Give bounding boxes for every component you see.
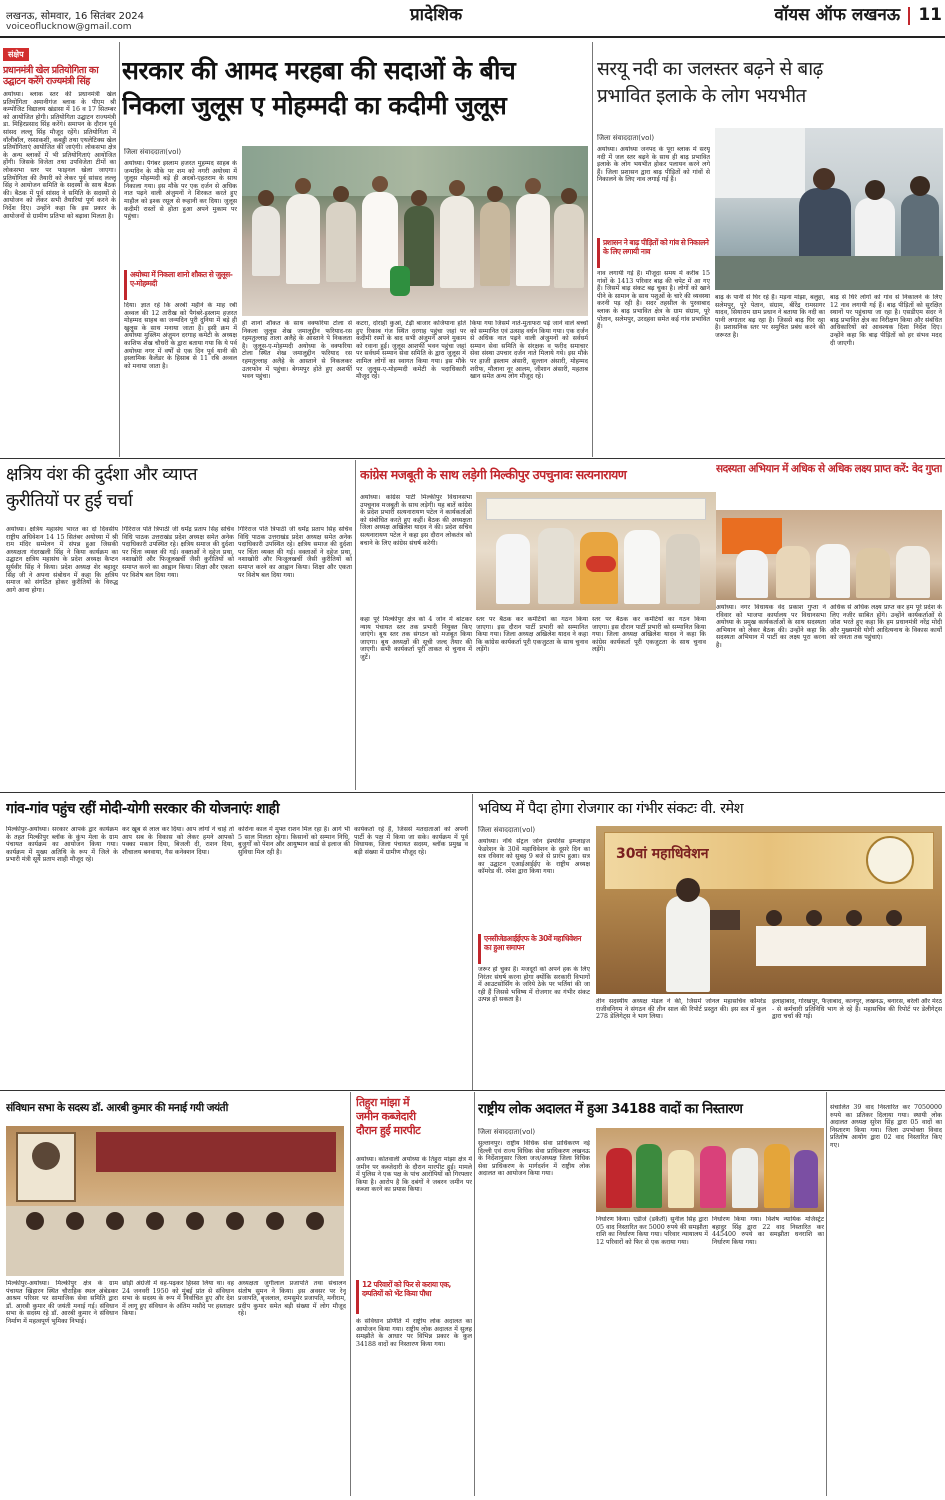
shahi-body-4: कार्यकर्ता रहे हैं, जिससे मतदाताओं को अपनी पार्टी के पक्ष में किया जा सके। कार्यक्रम में पूर्व विधायक, जिला पंचायत सदस्य, ब्लॉक प्रमुख व बड़ी संख्या में ग्रामीण मौजूद रहे। xyxy=(354,826,468,856)
shahi-body-3: कोरोना काल में मुफ्त राशन मिल रहा है। आगे भी 5 साल मिलता रहेगा। किसानों को सम्मान निधि, बुजुर्गों को पेंशन और आयुष्मान कार्ड से इलाज की सुविधा मिल रही है। xyxy=(238,826,350,856)
arbi-headline: संविधान सभा के सदस्य डॉ. आरबी कुमार की मनाई गयी जयंती xyxy=(6,1102,228,1114)
congress-body-1: अयोध्या। कांग्रेस पार्टी मिल्कीपुर विधानसभा उपचुनाव मजबूती के साथ लड़ेगी। यह बातें कांग्रेस के प्रदेश प्रभारी सत्यनारायण पटेल ने कार्यकर्ताओं को संबोधित करते हुए कहीं। बैठक की अध्यक्षता जिला अध्यक्ष अखिलेश यादव ने की। प्रदेश सचिव सत्यनारायण पटेल ने कहा इस दौरान लोकतंत्र को बचाने के लिए कांग्रेस संघर्ष करेगी। xyxy=(360,494,472,547)
tihura-body-2: के संविधान प्रणिति में राष्ट्रीय लोक अदालत का आयोजन किया गया। राष्ट्रीय लोक अदालत में सुलह समझौते के आधार पर विभिन्न प्रकार के कुल 34188 वादों का निस्तारण किया गया। xyxy=(356,1318,472,1348)
shahi-headline: गांव-गांव पहुंच रहीं मोदी-योगी सरकार की योजनाएंः शाही xyxy=(6,801,280,817)
saryu-body-2: नाव लगायी गई है। मौजूदा समय में करीब 15 गांवों के 1413 परिवार बाढ़ की चपेट में आ गए हैं। जिसमें बाढ़ संकट बढ़ चुका है। लोगों को खाने पीने के सामान के साथ पशुओं के चारे की व्यवस्था करनी पड़ रही है। सदर तहसील के पुरवाबाद ब्लाक के बाढ़ प्रभावित क्षेत्र के ग्राम संग्राम, पूरे पोतान, सलेमपुर, उरदहवा समेत कई गांव प्रभावित हैं। xyxy=(597,270,710,331)
rojgar-body-1: अयोध्या। नॉर्थ सेंट्रल जोन इंश्योरेंस इम्प्लाइज फेडरेशन के 30वें महाधिवेशन के दूसरे दिन का सत्र रविवार को सुबह 9 बजे से प्रारंभ हुआ। सत्र का उद्घाटन एआईआईईए के राष्ट्रीय अध्यक्ष कॉमरेड वी. रमेश द्वारा किया गया। xyxy=(478,838,590,876)
rojgar-headline: भविष्य में पैदा होगा रोजगार का गंभीर संकटः वी. रमेश xyxy=(478,801,744,817)
saryu-body-1: अयोध्या। अयोध्या जनपद के पूरा ब्लाक में सरयू नदी में जल स्तर बढ़ने के साथ ही बाढ़ प्रभावित इलाके के लोग भयभीत होकर पलायन करने लगे हैं। जिला प्रशासन द्वारा बाढ़ पीड़ितों को गांवों से निकालने के लिए नाव लगाई गई है। xyxy=(597,146,710,184)
juloos-body-4: कटरा, दोराही कुआं, टेढ़ी बाजार कजियाना होते हुए रिकाब गंज स्थित दरगाह पहुंचा जहां पर कदीमी रस्मों के बाद सभी अंजुमनें अपने मुकाम को रवाना हुईं। जुलूस आशर्फी भवन पहुंचा जहां पर सर्वधर्म सम्मान सेवा समिति के द्वारा जुलूस में शामिल लोगों का स्वागत किया गया। इस मौके पर जुलूस-ए-मोहम्मदी कमेटी के पदाधिकारी मौजूद रहे। xyxy=(356,320,466,381)
juloos-byline: जिला संवाददाता(vol) xyxy=(124,148,182,156)
lokadalat-body-1: सुल्तानपुर। राष्ट्रीय विधिक सेवा प्राधिकरण नई दिल्ली एवं राज्य विधिक सेवा प्राधिकरण लखनऊ के निर्देशानुसार जिला जज/अध्यक्ष जिला विधिक सेवा प्राधिकरण के मार्गदर्शन में राष्ट्रीय लोक अदालत का आयोजन किया गया। xyxy=(478,1140,590,1178)
saryu-body-3: बाढ़ के पानी से घिर रहे हैं। मड़ना मांझा, बलुहा, सलेमपुर, पूरे पेतान, संग्राम, बीरेंद्र रामसागर यादव, सियाराम ग्राम प्रधान ने बताया कि नदी का पानी लगातार बढ़ रहा है। जिससे बाढ़ घिर रहा है। प्रशासनिक स्तर पर समुचित प्रबंध करने की जरूरत है। xyxy=(715,294,825,339)
juloos-body-5: किया गया जिसमें नाते-मुताफरा पढ़े जाने वाले बच्चों को सम्मानित एवं उत्साह वर्धन किया गया। एक दर्जन से अधिक नात पढ़ने वाली अंजुमनों को सर्वधर्म सम्मान सेवा समिति के संरक्षक व फरीद समाचार सेवा संस्था उपचार दर्जन नाते मिलाये गये। इस मौके पर हाजी इस्लाम अंसारी, सुल्तान अंसारी, मोहम्मद शरीफ, मौलाना नूर आलम, जीशान अंसारी, महताब खान समेत अन्य लोग मौजूद रहे। xyxy=(470,320,588,381)
paper-name: वॉयस ऑफ लखनऊ 11 xyxy=(774,5,942,25)
congress-body-3: स्तर पर बैठक कर कमेटियों का गठन किया जाएगा। इस दौरान पार्टी प्रभारी को सम्मानित किया गया। जिला अध्यक्ष अखिलेश यादव ने कहा कि कांग्रेस कार्यकर्ता पूरी एकजुटता के साथ चुनाव लड़ेंगे। xyxy=(476,616,588,654)
email: voiceoflucknow@gmail.com xyxy=(6,22,132,32)
sadasyata-headline: सदस्यता अभियान में अधिक से अधिक लक्ष्य प्राप्त करें: वेद गुप्ता xyxy=(716,463,942,475)
arbi-body-3: अध्यक्षता जुगीलाल प्रजापति तथा संचालन संतोष सुमन ने किया। इस अवसर पर रेनू प्रजापति, बृजलाल, रामसुमेर प्रजापति, मनीराम, प्रदीप कुमार समेत बड़ी संख्या में लोग मौजूद रहे। xyxy=(238,1280,346,1318)
arbi-body-2: छोड़ी अंग्रेजी में वह-पढ़कर हिस्सा लिया था। वह 24 जनवरी 1950 को मुंबई प्रांत से संविधान सभा के सदस्य के रूप में निर्वाचित हुए और देश में लागू हुए संविधान के अंतिम मसौदे पर हस्ताक्षर किया। xyxy=(122,1280,234,1318)
lokadalat-body-4: संचालित 39 वाद निस्तारित कर 7050000 रुपये का प्रतिकर दिलाया गया। स्थायी लोक अदालत अध्यक्ष सुरेश सिंह द्वारा 05 वादों का निस्तारण किया गया। जिला उपभोक्ता विवाद प्रतितोष आयोग द्वारा 02 वाद निस्तारित किए गए। xyxy=(830,1104,942,1149)
saryu-body-4: बाढ़ से घिरे लोगों को गांव से निकालने के लिए 12 नाव लगायी गई हैं। बाढ़ पीड़ितों को सुरक्षित स्थानों पर पहुंचाया जा रहा है। एसडीएम सदर ने बाढ़ प्रभावित क्षेत्र का निरीक्षण किया और संबंधित अधिकारियों को आवश्यक दिशा निर्देश दिए। उन्होंने कहा कि बाढ़ पीड़ितों को हर संभव मदद दी जाएगी। xyxy=(830,294,942,347)
kshatriya-body-1: अयोध्या। क्षत्रिय महासंघ भारत का दो दिवसीय राष्ट्रीय अधिवेशन 14 15 सितंबर अयोध्या में श्री राम मंदिर सम्मेलन में संपन्न हुआ जिसकी अध्यक्षता गंदरखली सिंह ने किया कार्यक्रम का उद्घाटन क्षत्रिय महासंघ के प्रदेश अध्यक्ष कैप्टन सूर्यवीर सिंह ने किया। प्रदेश अध्यक्ष शेर बहादुर सिंह जी ने अपना संबोधन में कहा कि क्षत्रिय समाज को संगठित होकर कुरीतियों के विरुद्ध आगे आना होगा। xyxy=(6,526,118,594)
kshatriya-body-2: गिरिराज पति त्रिपाठी जी धर्मेंद्र प्रताप सिंह सचिव विधि पाठक उत्तराखंड प्रदेश अध्यक्ष समेत अनेक पदाधिकारी उपस्थित रहे। क्षत्रिय समाज की दुर्दशा पर चिंता व्यक्त की गई। वक्ताओं ने दहेज प्रथा, नशाखोरी और फिजूलखर्ची जैसी कुरीतियों को समाप्त करने का आह्वान किया। शिक्षा और एकता पर विशेष बल दिया गया। xyxy=(122,526,234,579)
lokadalat-couples-photo xyxy=(596,1128,824,1212)
sadasyata-meeting-photo xyxy=(716,510,942,600)
rojgar-body-4: इलाहाबाद, गोरखपुर, फैज़ाबाद, कानपुर, लखनऊ, बनारस, बरेली और मेरठ - से कर्मचारी प्रतिनिधि भाग ले रहे हैं। महासचिव की रिपोर्ट पर डेलीगेट्स द्वारा चर्चा की गई। xyxy=(772,998,942,1021)
rojgar-byline: जिला संवाददाता(vol) xyxy=(478,826,536,834)
tihura-callout: 12 परिवारों को फिर से कराया एक, दम्पतियों को भेंट किया पौधा xyxy=(356,1280,472,1314)
juloos-body-3: ही शानो शौकत के साथ वक्फरिया टोला से निकला जुलूस शेख जमालुद्दीन फरियाद-रस रहमतुल्लाह ताला अलैहे के आस्ताने पे निकलता है। जुलूस-ए-मोहम्मदी अयोध्या के वक्फरिया टोला स्थित शेख जमालुद्दीन फरियाद रस रहमतुल्लाह अलैहे के आस्ताने से निकलकर उतरफोन में पहुंचा। बेगमपुर होते हुए अशर्फी भवन पहुंचा। xyxy=(242,320,352,381)
lokadalat-byline: जिला संवाददाता(vol) xyxy=(478,1128,536,1136)
brief-body: अयोध्या। ब्लाक स्तर की प्रधानमंत्री खेल प्रतियोगिता अमानीगंज ब्लाक के पीएम श्री कम्पोजिट विद्यालय खंडासा में 16 व 17 सितम्बर को आयोजित होगी। प्रतियोगिता उद्घाटन राज्यमंत्री डा. मिहिरप्रसाद सिंह करेंगे। समापन के दौरान पूर्व सांसद लल्लू सिंह मौजूद रहेंगे। प्रतियोगिता में वॉलीबॉल, रस्साकशी, कबड्डी तथा एथलेटिक्स खेल प्रतियोगिताएं आयोजित की जाएंगी। लोकसभा क्षेत्र के अन्य ब्लाकों में भी प्रतियोगिताएं आयोजित होंगी। जिसके विजेता तथा उपविजेता टीमों का लोकसभा स्तर पर फाइनल खेला जाएगा। प्रतियोगिता की तैयारी को लेकर पूर्व सांसद लल्लू सिंह ने आयोजन समिति के सदस्यों के साथ बैठक की। बैठक में पूर्व सांसद ने समिति के सदस्यों से आयोजन को लेकर सभी तैयारियां पूर्ण करने के निर्देश दिए। उन्होंने कहा कि इस प्रकार के आयोजनों से ग्रामीण प्रतिभा को बढ़ावा मिलता है। xyxy=(3,91,116,220)
brief-label: संक्षेप xyxy=(3,48,29,61)
saryu-flood-photo xyxy=(715,128,943,290)
rojgar-body-3: तीन सदस्यीय अध्यक्ष मंडल ने की, जिसमें जोनल महासचिव कॉमरेड राजीवनिगम ने संगठन की तीन साल की रिपोर्ट प्रस्तुत की। इस सत्र में कुल 278 डेलिगेट्स ने भाग लिया। xyxy=(596,998,766,1021)
juloos-body-2: दिया। ज्ञात रहे कि अरबी महीने के माह रबी अव्वल की 12 तारीख को पैगंबरे-इस्लाम हजरत मोहम्मद साहब का जन्मदिन पूरी दुनिया में बड़े ही खुलूस के साथ मनाया जाता है। इसी क्रम में अयोध्या मुस्लिम अंजुमन दरगाह कमेटी के अध्यक्ष काशिफ शेख चौधरी के द्वारा बताया गया कि ये पर्व अयोध्या नगर में वर्षों से एक दिन पूर्व यानी की इस्लामिक कैलेंडर के हिसाब से 11 रबि अव्वल को मनाया जाता है। xyxy=(124,302,237,370)
rojgar-body-2: जरूर हो चुका है। मजदूरों को अपने हक के लिए निरंतर संघर्ष करना होगा क्योंकि सरकारी विभागों में आउटसोर्सिंग के जरिये ठेके पर भर्तियां की जा रही हैं जिससे भविष्य में रोजगार का गंभीर संकट उत्पन्न हो सकता है। xyxy=(478,966,590,1004)
arbi-event-photo xyxy=(6,1126,344,1276)
congress-meeting-photo xyxy=(476,492,716,610)
dateline: लखनऊ, सोमवार, 16 सितंबर 2024 xyxy=(6,11,145,22)
rojgar-callout: एनसीजेडआईईएफ के 30वें महाधिवेशन का हुआ समापन xyxy=(478,934,590,964)
saryu-headline: सरयू नदी का जलस्तर बढ़ने से बाढ़ प्रभावित इलाके के लोग भयभीत xyxy=(597,58,823,107)
tihura-body-1: अयोध्या। कोतवाली अयोध्या के तिहुरा मांझा क्षेत्र में जमीन पर कब्जेदारी के दौरान मारपीट हुई। मामले में पुलिस ने एक पक्ष के पांच आरोपियों को गिरफ्तार किया है। आरोप है कि दबंगों ने जबरन जमीन पर कब्जा करने का प्रयास किया। xyxy=(356,1156,472,1194)
juloos-callout: अयोध्या में निकला शानो शौकत से जुलूस-ए-मोहम्मदी xyxy=(124,270,237,300)
sadasyata-body-1: अयोध्या। नगर विधायक वेद प्रकाश गुप्ता ने रविवार को भाजपा कार्यालय पर विधानसभा अयोध्या के प्रमुख कार्यकर्ताओं के साथ सदस्यता अभियान को लेकर बैठक की। उन्होंने कहा कि सदस्यता अभियान में पार्टी का लक्ष्य पूरा करना है। xyxy=(716,604,826,649)
saryu-callout: प्रशासन ने बाढ़ पीड़ितों को गांव से निकालने के लिए लगायी नाव xyxy=(597,238,710,268)
congress-body-3b: स्तर पर बैठक कर कमेटियों का गठन किया जाएगा। इस दौरान पार्टी प्रभारी को सम्मानित किया गया। जिला अध्यक्ष अखिलेश यादव ने कहा कि कांग्रेस कार्यकर्ता पूरी एकजुटता के साथ चुनाव लड़ेंगे। xyxy=(592,616,706,654)
tihura-headline: तिहुरा मांझा में जमीन कब्जेदारी दौरान हुई मारपीट xyxy=(356,1096,421,1137)
lokadalat-headline: राष्ट्रीय लोक अदालत में हुआ 34188 वादों का निस्तारण xyxy=(478,1101,743,1117)
section-label: प्रादेशिक xyxy=(410,5,463,25)
page-number: 11 xyxy=(918,5,942,25)
rojgar-convention-photo xyxy=(596,826,942,994)
lokadalat-body-2: निर्धारण किया। एडीजे (डकैती) सुनील सिंह द्वारा 05 वाद निस्तारित कर 5000 रुपये की समझौता राशि का निर्धारण किया गया। परिवार न्यायालय में 12 परिवारों को फिर से एक कराया गया। xyxy=(596,1216,708,1246)
kshatriya-headline: क्षत्रिय वंश की दुर्दशा और व्याप्त कुरीतियों पर हुई चर्चा xyxy=(6,465,197,511)
juloos-headline: सरकार की आमद मरहबा की सदाओं के बीच निकला जुलूस ए मोहम्मदी का कदीमी जुलूस xyxy=(122,56,516,120)
saryu-byline: जिला संवाददाता(vol) xyxy=(597,134,655,142)
kshatriya-body-3: गिरिराज पति त्रिपाठी जी धर्मेंद्र प्रताप सिंह सचिव विधि पाठक उत्तराखंड प्रदेश अध्यक्ष समेत अनेक पदाधिकारी उपस्थित रहे। क्षत्रिय समाज की दुर्दशा पर चिंता व्यक्त की गई। वक्ताओं ने दहेज प्रथा, नशाखोरी और फिजूलखर्ची जैसी कुरीतियों को समाप्त करने का आह्वान किया। शिक्षा और एकता पर विशेष बल दिया गया। xyxy=(238,526,352,579)
brief-column xyxy=(3,42,116,457)
arbi-body-1: मिल्कीपुर-अयोध्या। मिल्कीपुर क्षेत्र के ग्राम पंचायत खिहारन स्थित चौराहिक स्थल अंबेडकर आश्रम परिसर पर सामाजिक सेवा समिति द्वारा डॉ. आरबी कुमार की जयंती मनाई गई। संविधान सभा के सदस्य रहे डॉ. आरबी कुमार ने संविधान निर्माण में महत्वपूर्ण भूमिका निभाई। xyxy=(6,1280,118,1325)
juloos-body-1: अयोध्या। पैगंबर इस्लाम हजरत मुहम्मद साहब के जन्मदिन के मौके पर शम को नगरी अयोध्या में जुलूस मोहम्मदी बड़े ही अदबो-एहतराम के साथ निकाला गया। इस मौके पर एक दर्जन से अधिक नात पढ़ने वाली अंजुमनों ने शिरकत करते हुए माहौल को इश्क रसूल से रूहानी कर दिया। जुलूस कदीमी रास्तों से होता हुआ अपने मुकाम पर पहुंचा। xyxy=(124,160,237,221)
masthead xyxy=(0,0,945,40)
congress-body-2: कहा पूरे मिल्कीपुर क्षेत्र को 4 जोन में बांटकर न्याय पंचायत स्तर तक प्रभारी नियुक्त किए जाएंगे। बूथ स्तर तक संगठन को मजबूत किया जाएगा। बूथ अध्यक्षों की सूची जल्द तैयार की जाएगी। सभी कार्यकर्ता पूरी ताकत से चुनाव में जुटें। xyxy=(360,616,472,661)
brief-headline: प्रधानमंत्री खेल प्रतियोगिता का उद्घाटन करेंगे राज्यमंत्री सिंह xyxy=(3,65,99,87)
rojgar-banner-caption: 30वां महाधिवेशन xyxy=(616,846,709,862)
shahi-body-2: कर खूब से लाल कर दिया। आप लोगों ने चाहे तो आप सब के विकास को लेकर हमने आपको पक्का मकान दिया, बिजली दी, राशन दिया, शौचालय बनवाया, गैस कनेक्शन दिया। xyxy=(122,826,234,856)
juloos-procession-photo xyxy=(242,146,588,316)
sadasyata-body-2: अधिक से अधिक लक्ष्य प्राप्त कर हम पूरे प्रदेश के लिए नजीर साबित होंगे। उन्होंने कार्यकर्ताओं से जोश भरते हुए कहा कि हम प्रधानमंत्री नरेंद्र मोदी और मुख्यमंत्री योगी आदित्यनाथ के विकास कार्यों को जनता तक पहुंचाएं। xyxy=(830,604,942,642)
congress-headline: कांग्रेस मजबूती के साथ लड़ेगी मिल्कीपुर उपचुनावः सत्यनारायण xyxy=(360,467,627,482)
shahi-body-1: मिल्कीपुर-अयोध्या। सरकार आपके द्वार कार्यक्रम के तहत मिल्कीपुर ब्लॉक के कुंभ मेला के ग्राम पंचायत कार्यक्रम का आयोजन किया गया। कार्यक्रम में मुख्य अतिथि के रूप में जिले के प्रभारी मंत्री सूर्य प्रताप शाही मौजूद रहे। xyxy=(6,826,118,864)
lokadalat-body-3: निर्धारण किया गया। विशेष न्यायिक मजिस्ट्रेट बहादुर सिंह द्वारा 22 वाद निस्तारित कर 445400 रुपये का समझौता धनराशि का निर्धारण किया गया। xyxy=(712,1216,824,1246)
